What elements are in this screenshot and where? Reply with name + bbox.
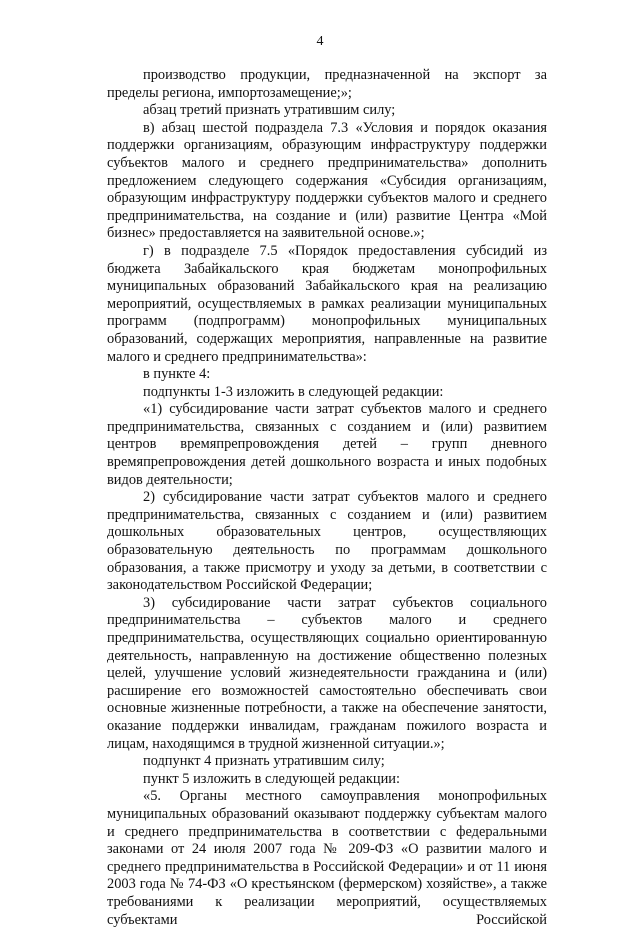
paragraph: абзац третий признать утратившим силу;	[143, 102, 396, 119]
document-body	[107, 67, 547, 929]
paragraph: подпункт 4 признать утратившим силу;	[143, 753, 385, 770]
paragraph: производство продукции, предназначенной на экспорт за пределы региона, импортозамещение;»;	[107, 67, 547, 101]
paragraph: в) абзац шестой подраздела 7.3 «Условия и порядок оказания поддержки организациям, образующим инфраструктуру поддержки субъектов малого и среднего предпринимательства» дополнить предложением следующего содержания «Субсидия организациям, образующим инфраструктуру поддержки субъектов малого и среднего предпринимательства, на создание и (или) развитие Центра «Мой бизнес» предоставляется на заявительной основе.»;	[107, 119, 547, 242]
page-number: 4	[316, 34, 324, 49]
paragraph: 3) субсидирование части затрат субъектов социального предпринимательства – субъектов малого и среднего предпринимательства, осуществляющих социально ориентированную деятельность, направленную на достижение общественно полезных целей, улучшение условий жизнедеятельности гражданина и (или) расширение его возможностей самостоятельно обеспечивать свои основные жизненные потребности, а также на обеспечение занятости, оказание поддержки инвалидам, гражданам пожилого возраста и лицам, находящимся в трудной жизненной ситуации.»;	[107, 594, 547, 752]
paragraph: 2) субсидирование части затрат субъектов малого и среднего предпринимательства, связанных с созданием и (или) развитием дошкольных образовательных центров, осуществляющих образовательную деятельность по программам дошкольного образования, а также присмотру и уходу за детьми, в соответствии с законодательством Российской Федерации;	[107, 489, 547, 594]
paragraph: «5. Органы местного самоуправления монопрофильных муниципальных образований оказывают поддержку субъектам малого и среднего предпринимательства в соответствии с федеральными законами от 24 июля 2007 года № 209-ФЗ «О развитии малого и среднего предпринимательства в Российской Федерации» и от 11 июня 2003 года № 74-ФЗ «О крестьянском (фермерском) хозяйстве», а также требованиями к реализации мероприятий, осуществляемых субъектами Российской	[107, 788, 547, 928]
paragraph: в пункте 4:	[143, 366, 211, 383]
paragraph: г) в подразделе 7.5 «Порядок предоставления субсидий из бюджета Забайкальского края бюджетам монопрофильных муниципальных образований Забайкальского края на реализацию мероприятий, осуществляемых в рамках реализации муниципальных программ (подпрограмм) монопрофильных муниципальных образований, содержащих мероприятия, направленные на развитие малого и среднего предпринимательства»:	[107, 242, 547, 365]
paragraph: «1) субсидирование части затрат субъектов малого и среднего предпринимательства, связанных с созданием и (или) развитием центров времяпрепровождения детей – групп дневного времяпрепровождения детей дошкольного возраста и иных подобных видов деятельности;	[107, 401, 547, 488]
paragraph: подпункты 1-3 изложить в следующей редакции:	[143, 383, 444, 400]
paragraph: пункт 5 изложить в следующей редакции:	[143, 770, 400, 787]
